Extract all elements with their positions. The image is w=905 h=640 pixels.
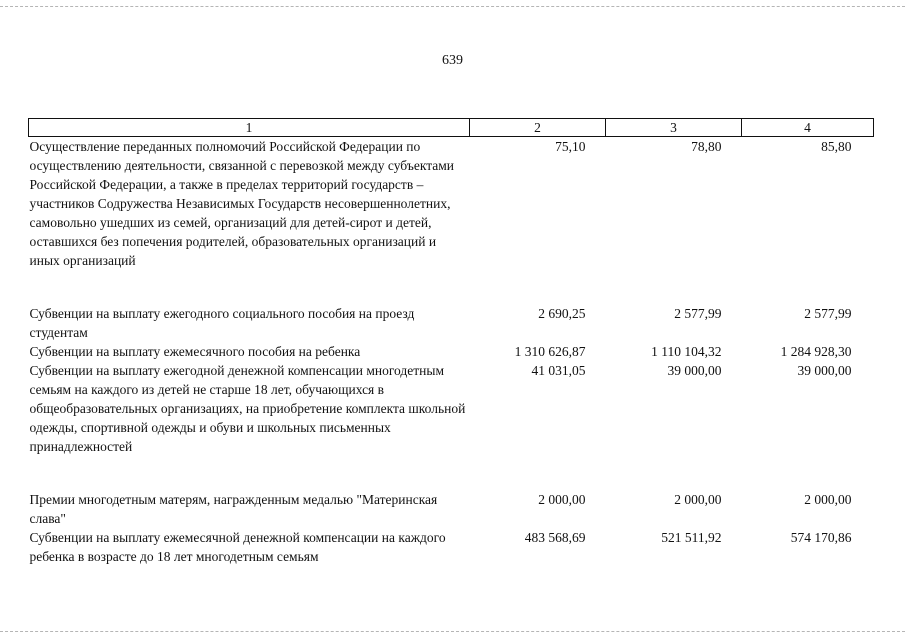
row-value-col3: 521 511,92 <box>661 530 722 545</box>
row-value-col3: 2 577,99 <box>674 306 722 321</box>
row-value-col2: 41 031,05 <box>531 363 586 378</box>
row-value-col4: 574 170,86 <box>790 530 852 545</box>
row-name: Субвенции на выплату ежемесячного пособия на ребенка <box>29 344 361 359</box>
row-value-col3: 1 110 104,32 <box>651 344 722 359</box>
column-number-2: 2 <box>470 119 606 137</box>
row-value-col4: 39 000,00 <box>797 363 852 378</box>
row-value-col2: 75,10 <box>555 139 586 154</box>
budget-table <box>28 118 874 566</box>
column-number-header-row <box>29 119 874 137</box>
column-number-1: 1 <box>29 119 470 137</box>
column-number-3: 3 <box>606 119 742 137</box>
row-value-col4: 2 000,00 <box>804 492 852 507</box>
table-row <box>29 361 874 490</box>
table-row <box>29 137 874 305</box>
column-number-4: 4 <box>742 119 874 137</box>
row-value-col2: 2 690,25 <box>538 306 586 321</box>
table-row <box>29 528 874 566</box>
row-value-col3: 2 000,00 <box>674 492 722 507</box>
row-value-col2: 1 310 626,87 <box>514 344 586 359</box>
row-value-col4: 1 284 928,30 <box>780 344 852 359</box>
row-value-col3: 78,80 <box>691 139 722 154</box>
row-value-col2: 483 568,69 <box>524 530 586 545</box>
table-row <box>29 304 874 342</box>
table-row <box>29 342 874 361</box>
table-row <box>29 490 874 528</box>
row-name: Субвенции на выплату ежегодного социального пособия на проезд студентам <box>29 306 415 340</box>
row-value-col2: 2 000,00 <box>538 492 586 507</box>
scan-edge-top <box>0 6 905 7</box>
row-value-col4: 2 577,99 <box>804 306 852 321</box>
scan-edge-bottom <box>0 631 905 632</box>
row-name: Осуществление переданных полномочий Российской Федерации по осуществлению деятельности, связанной с перевозкой между субъектами Российской Федерации, а также в пределах территорий государств – участников Содружества Независимых Государств несовершеннолетних, самовольно ушедших из семей, организаций для детей-сирот и детей, оставшихся без попечения родителей, образовательных организаций и иных организаций <box>29 139 455 268</box>
row-name: Премии многодетным матерям, награжденным медалью "Материнская слава" <box>29 492 438 526</box>
page-number: 639 <box>442 53 463 68</box>
row-name: Субвенции на выплату ежемесячной денежной компенсации на каждого ребенка в возрасте до 18 лет многодетным семьям <box>29 530 446 564</box>
row-name: Субвенции на выплату ежегодной денежной компенсации многодетным семьям на каждого из детей не старше 18 лет, обучающихся в общеобразовательных организациях, на приобретение комплекта школьной одежды, спортивной одежды и обуви и школьных письменных принадлежностей <box>29 363 466 454</box>
row-value-col4: 85,80 <box>821 139 852 154</box>
row-value-col3: 39 000,00 <box>667 363 722 378</box>
